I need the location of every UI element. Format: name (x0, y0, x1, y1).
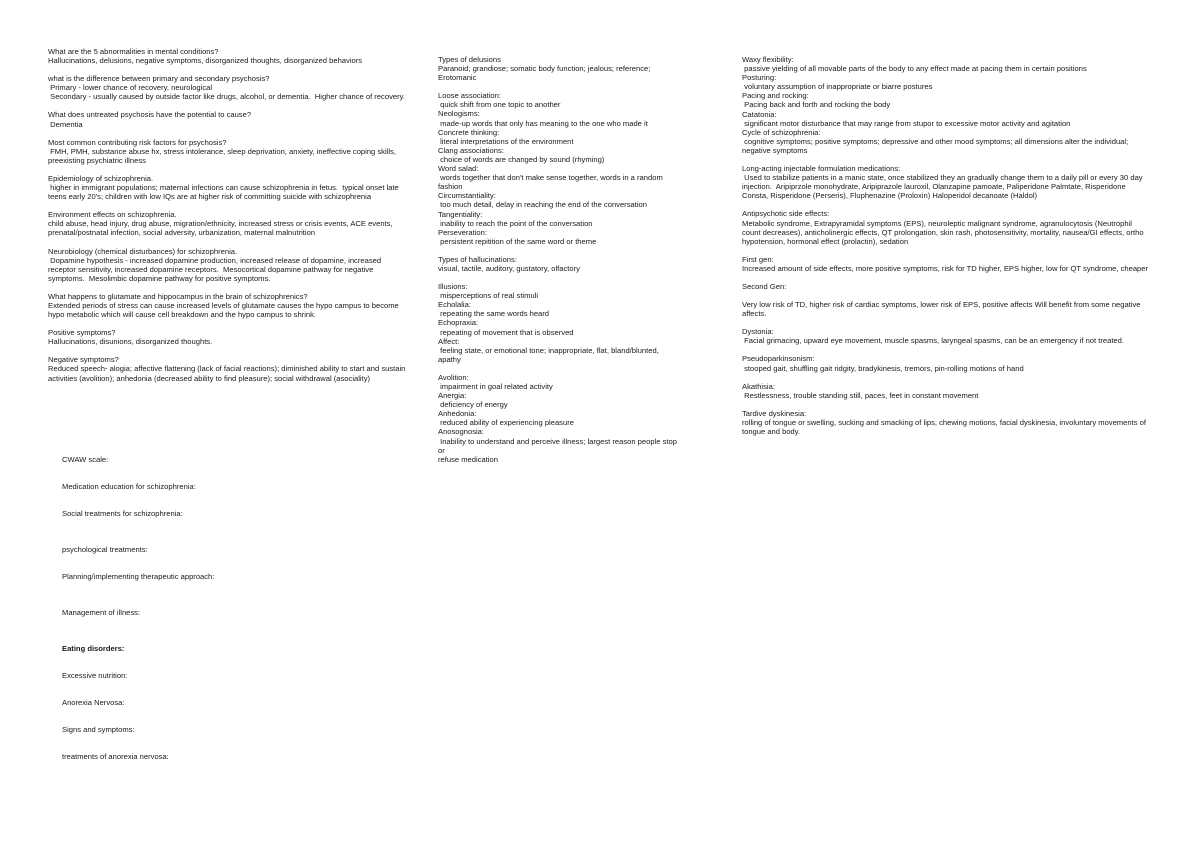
note-line: Extended periods of stress can cause increased levels of glutamate causes the hypo campus to become (48, 300, 399, 310)
note-line: receptor sensitivity, increased dopamine receptors. Mesocortical dopamine pathway for negative (48, 264, 374, 274)
note-heading: Very low risk of TD, higher risk of cardiac symptoms, lower risk of EPS, positive affects Will benefit from some negative (742, 300, 1141, 310)
note-line: too much detail, delay in reaching the end of the conversation (438, 200, 647, 210)
note-block (48, 210, 413, 237)
prompt-label: Planning/implementing therapeutic approach: (62, 572, 215, 581)
note-line: Pacing back and forth and rocking the body (742, 100, 891, 110)
note-line: impairment in goal related activity (438, 382, 553, 391)
note-line: words together that don't make sense together, words in a random (438, 173, 663, 183)
note-line: Used to stabilize patients in a manic state, once stabilized they an gradually change them to a daily pill or every 30 day (742, 173, 1143, 183)
note-heading: Epidemiology of schizophrenia. (48, 173, 154, 183)
note-line: cognitive symptoms; positive symptoms; depressive and other mood symptoms; all dimensions alter the individual; (742, 136, 1129, 146)
note-line: preexisting psychiatric illness (48, 155, 146, 165)
note-line: injection. Aripiprzole monohydrate, Aripiprazole lauroxil, Olanzapine pamoate, Paliperidone Palmtate, Risperidone (742, 182, 1126, 192)
note-heading: What happens to glutamate and hippocampus in the brain of schizophrenics? (48, 291, 308, 301)
note-block (742, 55, 1152, 155)
note-line: Perseveration: (438, 227, 487, 237)
note-line: misperceptions of real stimuli (438, 291, 539, 301)
note-line: higher in immigrant populations; maternal infections can cause schizophrenia in fetus. typical onset late (48, 183, 399, 193)
note-line: tongue and body. (742, 427, 801, 436)
note-block (48, 328, 413, 346)
note-block (742, 300, 1152, 318)
note-line: passive yielding of all movable parts of the body to any effect made at pacing them in certain positions (742, 64, 1087, 74)
note-line: Dementia (48, 119, 83, 129)
note-line: symptoms. Mesolimbic dopamine pathway for positive symptoms. (48, 273, 271, 283)
note-line: Increased amount of side effects, more positive symptoms, risk for TD higher, EPS higher, low for QT syndrome, cheaper (742, 263, 1149, 273)
note-line: Posturing: (742, 73, 777, 83)
note-heading: Akathisia: (742, 381, 775, 391)
note-heading: Neurobiology (chemical disturbances) for schizophrenia. (48, 246, 238, 256)
note-line: Metabolic syndrome, Extrapyramidal symptoms (EPS), neuroleptic malignant syndrome, agranulocytosis (Neutrophil (742, 218, 1132, 228)
note-line: rolling of tongue or swelling, sucking and smacking of lips, chewing motions, facial dyskinesia, involuntary movements of (742, 417, 1146, 427)
note-block (742, 382, 1152, 400)
note-heading: What are the 5 abnormalities in mental conditions? (48, 47, 219, 56)
note-line: significant motor disturbance that may range from stupor to excessive motor activity and agitation (742, 118, 1071, 128)
note-block (438, 373, 678, 464)
note-block (742, 282, 1152, 291)
note-heading: Illusions: (438, 282, 468, 292)
note-line: Anosognosia: (438, 427, 485, 437)
note-heading: Loose association: (438, 91, 501, 101)
note-heading: Antipsychotic side effects: (742, 209, 830, 219)
note-block (438, 282, 678, 364)
note-heading: Positive symptoms? (48, 328, 116, 338)
prompt-label: Management of illness: (62, 608, 141, 617)
notes-column-3 (742, 55, 1152, 445)
note-block (742, 164, 1152, 200)
note-line: Reduced speech- alogia; affective flattening (lack of facial reactions); diminished ability to start and sustain (48, 364, 406, 374)
prompt-label: CWAW scale: (62, 455, 109, 464)
note-block (438, 255, 678, 273)
note-block (48, 138, 413, 165)
notes-column-2 (438, 55, 678, 473)
note-line: stooped gait, shuffling gait ridgity, bradykinesis, tremors, pin-rolling motions of hand (742, 363, 1024, 373)
prompt-label: Medication education for schizophrenia: (62, 482, 196, 491)
note-block (48, 74, 413, 101)
prompt-label: Excessive nutrition: (62, 671, 128, 680)
note-heading: Negative symptoms? (48, 355, 119, 365)
note-heading: Tardive dyskinesia: (742, 408, 807, 418)
note-heading: Waxy flexibility: (742, 55, 794, 64)
note-heading: First gen: (742, 254, 774, 264)
note-block (48, 174, 413, 201)
note-line: Tangentiality: (438, 209, 483, 219)
note-line: Hallucinations, disunions, disorganized thoughts. (48, 337, 213, 347)
note-line: refuse medication (438, 454, 498, 464)
note-line: repeating of movement that is observed (438, 327, 574, 337)
prompt-label: psychological treatments: (62, 545, 148, 554)
note-heading: Dystonia: (742, 327, 774, 337)
note-line: Anhedonia: (438, 409, 477, 419)
note-line: choice of words are changed by sound (rhyming) (438, 154, 605, 164)
note-line: inability to reach the point of the conversation (438, 218, 593, 228)
note-block (438, 55, 678, 82)
note-line: Catatonia: (742, 109, 777, 119)
note-line: Dopamine hypothesis - increased dopamine production, increased release of dopamine, increased (48, 255, 382, 265)
note-line: FMH, PMH, substance abuse hx, stress intolerance, sleep deprivation, anxiety, ineffective coping skills, (48, 146, 396, 156)
note-block (742, 327, 1152, 345)
note-block (742, 209, 1152, 245)
note-line: Hallucinations, delusions, negative symptoms, disorganized thoughts, disorganized behaviors (48, 56, 363, 66)
note-line: Affect: (438, 336, 460, 346)
note-heading: What does untreated psychosis have the potential to cause? (48, 110, 252, 120)
note-heading: Second Gen: (742, 281, 787, 291)
note-line: affects. (742, 309, 767, 319)
note-line: hypotension, hormonal effect (prolactin), sedation (742, 236, 909, 246)
note-line: persistent repitition of the same word or theme (438, 236, 597, 246)
note-line: Echolalia: (438, 300, 471, 310)
note-block (48, 247, 413, 283)
note-line: Anergia: (438, 391, 467, 401)
prompt-label: Signs and symptoms: (62, 725, 135, 734)
notes-column-1 (48, 47, 413, 392)
note-line: Primary - lower chance of recovery, neurological (48, 83, 213, 93)
section-heading: Eating disorders: (62, 644, 125, 653)
note-block (48, 110, 413, 128)
note-line: deficiency of energy (438, 400, 508, 410)
note-line: quick shift from one topic to another (438, 100, 561, 110)
note-heading: Types of delusions (438, 55, 501, 64)
note-line: child abuse, head injury, drug abuse, migration/ethnicity, increased stress or crisis events, ACE events, (48, 219, 393, 229)
note-line: count decreases), anticholinergic effects, QT prolongation, skin rash, photosensitivity, mortality, nausea/GI effects, ortho (742, 227, 1144, 237)
prompt-label: Social treatments for schizophrenia: (62, 509, 183, 518)
note-block (438, 91, 678, 246)
note-line: Secondary - usually caused by outside factor like drugs, alcohol, or dementia. Higher chance of recovery. (48, 92, 405, 102)
note-heading: Pseudoparkinsonism: (742, 354, 815, 364)
note-line: repeating the same words heard (438, 309, 550, 319)
note-line: Word salad: (438, 164, 479, 174)
note-heading: what is the difference between primary and secondary psychosis? (48, 74, 270, 84)
note-heading: Types of hallucinations: (438, 254, 517, 264)
note-line: Paranoid; grandiose; somatic body function; jealous; reference; (438, 64, 651, 74)
note-block (48, 292, 413, 319)
note-line: voluntary assumption of inappropriate or biarre postures (742, 82, 933, 92)
note-line: Facial grimacing, upward eye movement, muscle spasms, laryngeal spasms, can be an emergency if not treated. (742, 336, 1124, 346)
note-block (742, 409, 1152, 436)
note-heading: Most common contributing risk factors for psychosis? (48, 137, 227, 147)
note-block (742, 255, 1152, 273)
note-line: Echopraxia: (438, 318, 479, 328)
note-line: Concrete thinking: (438, 127, 500, 137)
note-heading: Environment effects on schizophrenia. (48, 210, 177, 220)
note-heading: Avolition: (438, 372, 469, 382)
note-line: Erotomanic (438, 73, 477, 83)
note-line: Consta, Risperidone (Perseris), Fluphenazine (Proloxin) Haloperidol decanoate (Haldol) (742, 191, 1038, 201)
note-line: prenatal/postnatal infection, social adversity, urbanization, maternal malnutrition (48, 228, 316, 238)
note-heading: Long-acting injectable formulation medications: (742, 164, 901, 174)
note-line: teens early 20's; children with low IQs are at higher risk of committing suicide with schizophrenia (48, 192, 372, 202)
note-line: feeling state, or emotional tone; inappropriate, flat, bland/blunted, apathy (438, 345, 661, 364)
note-line: Circumstantiality: (438, 191, 496, 201)
note-line: activities (avolition); anhedonia (decreased ability to find pleasure); social withdrawal (asociality) (48, 373, 371, 383)
note-line: Cycle of schizophrenia: (742, 127, 821, 137)
note-line: reduced ability of experiencing pleasure (438, 418, 574, 428)
prompt-label: treatments of anorexia nervosa: (62, 752, 169, 761)
note-line: Neologisms: (438, 109, 480, 119)
note-line: negative symptoms (742, 145, 808, 155)
prompt-label: Anorexia Nervosa: (62, 698, 125, 707)
note-line: made-up words that only has meaning to the one who made it (438, 118, 648, 128)
note-line: fashion (438, 182, 463, 192)
note-block (48, 355, 413, 382)
note-line: Inability to understand and perceive illness; largest reason people stop or (438, 436, 680, 455)
note-line: Pacing and rocking: (742, 91, 809, 101)
note-line: Restlessness, trouble standing still, paces, feet in constant movement (742, 390, 979, 400)
note-line: visual, tactile, auditory, gustatory, olfactory (438, 263, 580, 273)
note-line: Clang associations: (438, 145, 504, 155)
note-block (48, 47, 413, 65)
note-line: hypo metabolic which will cause cell breakdown and the hypo campus to shrink. (48, 310, 317, 320)
note-block (742, 354, 1152, 372)
note-line: literal interpretations of the environment (438, 136, 574, 146)
